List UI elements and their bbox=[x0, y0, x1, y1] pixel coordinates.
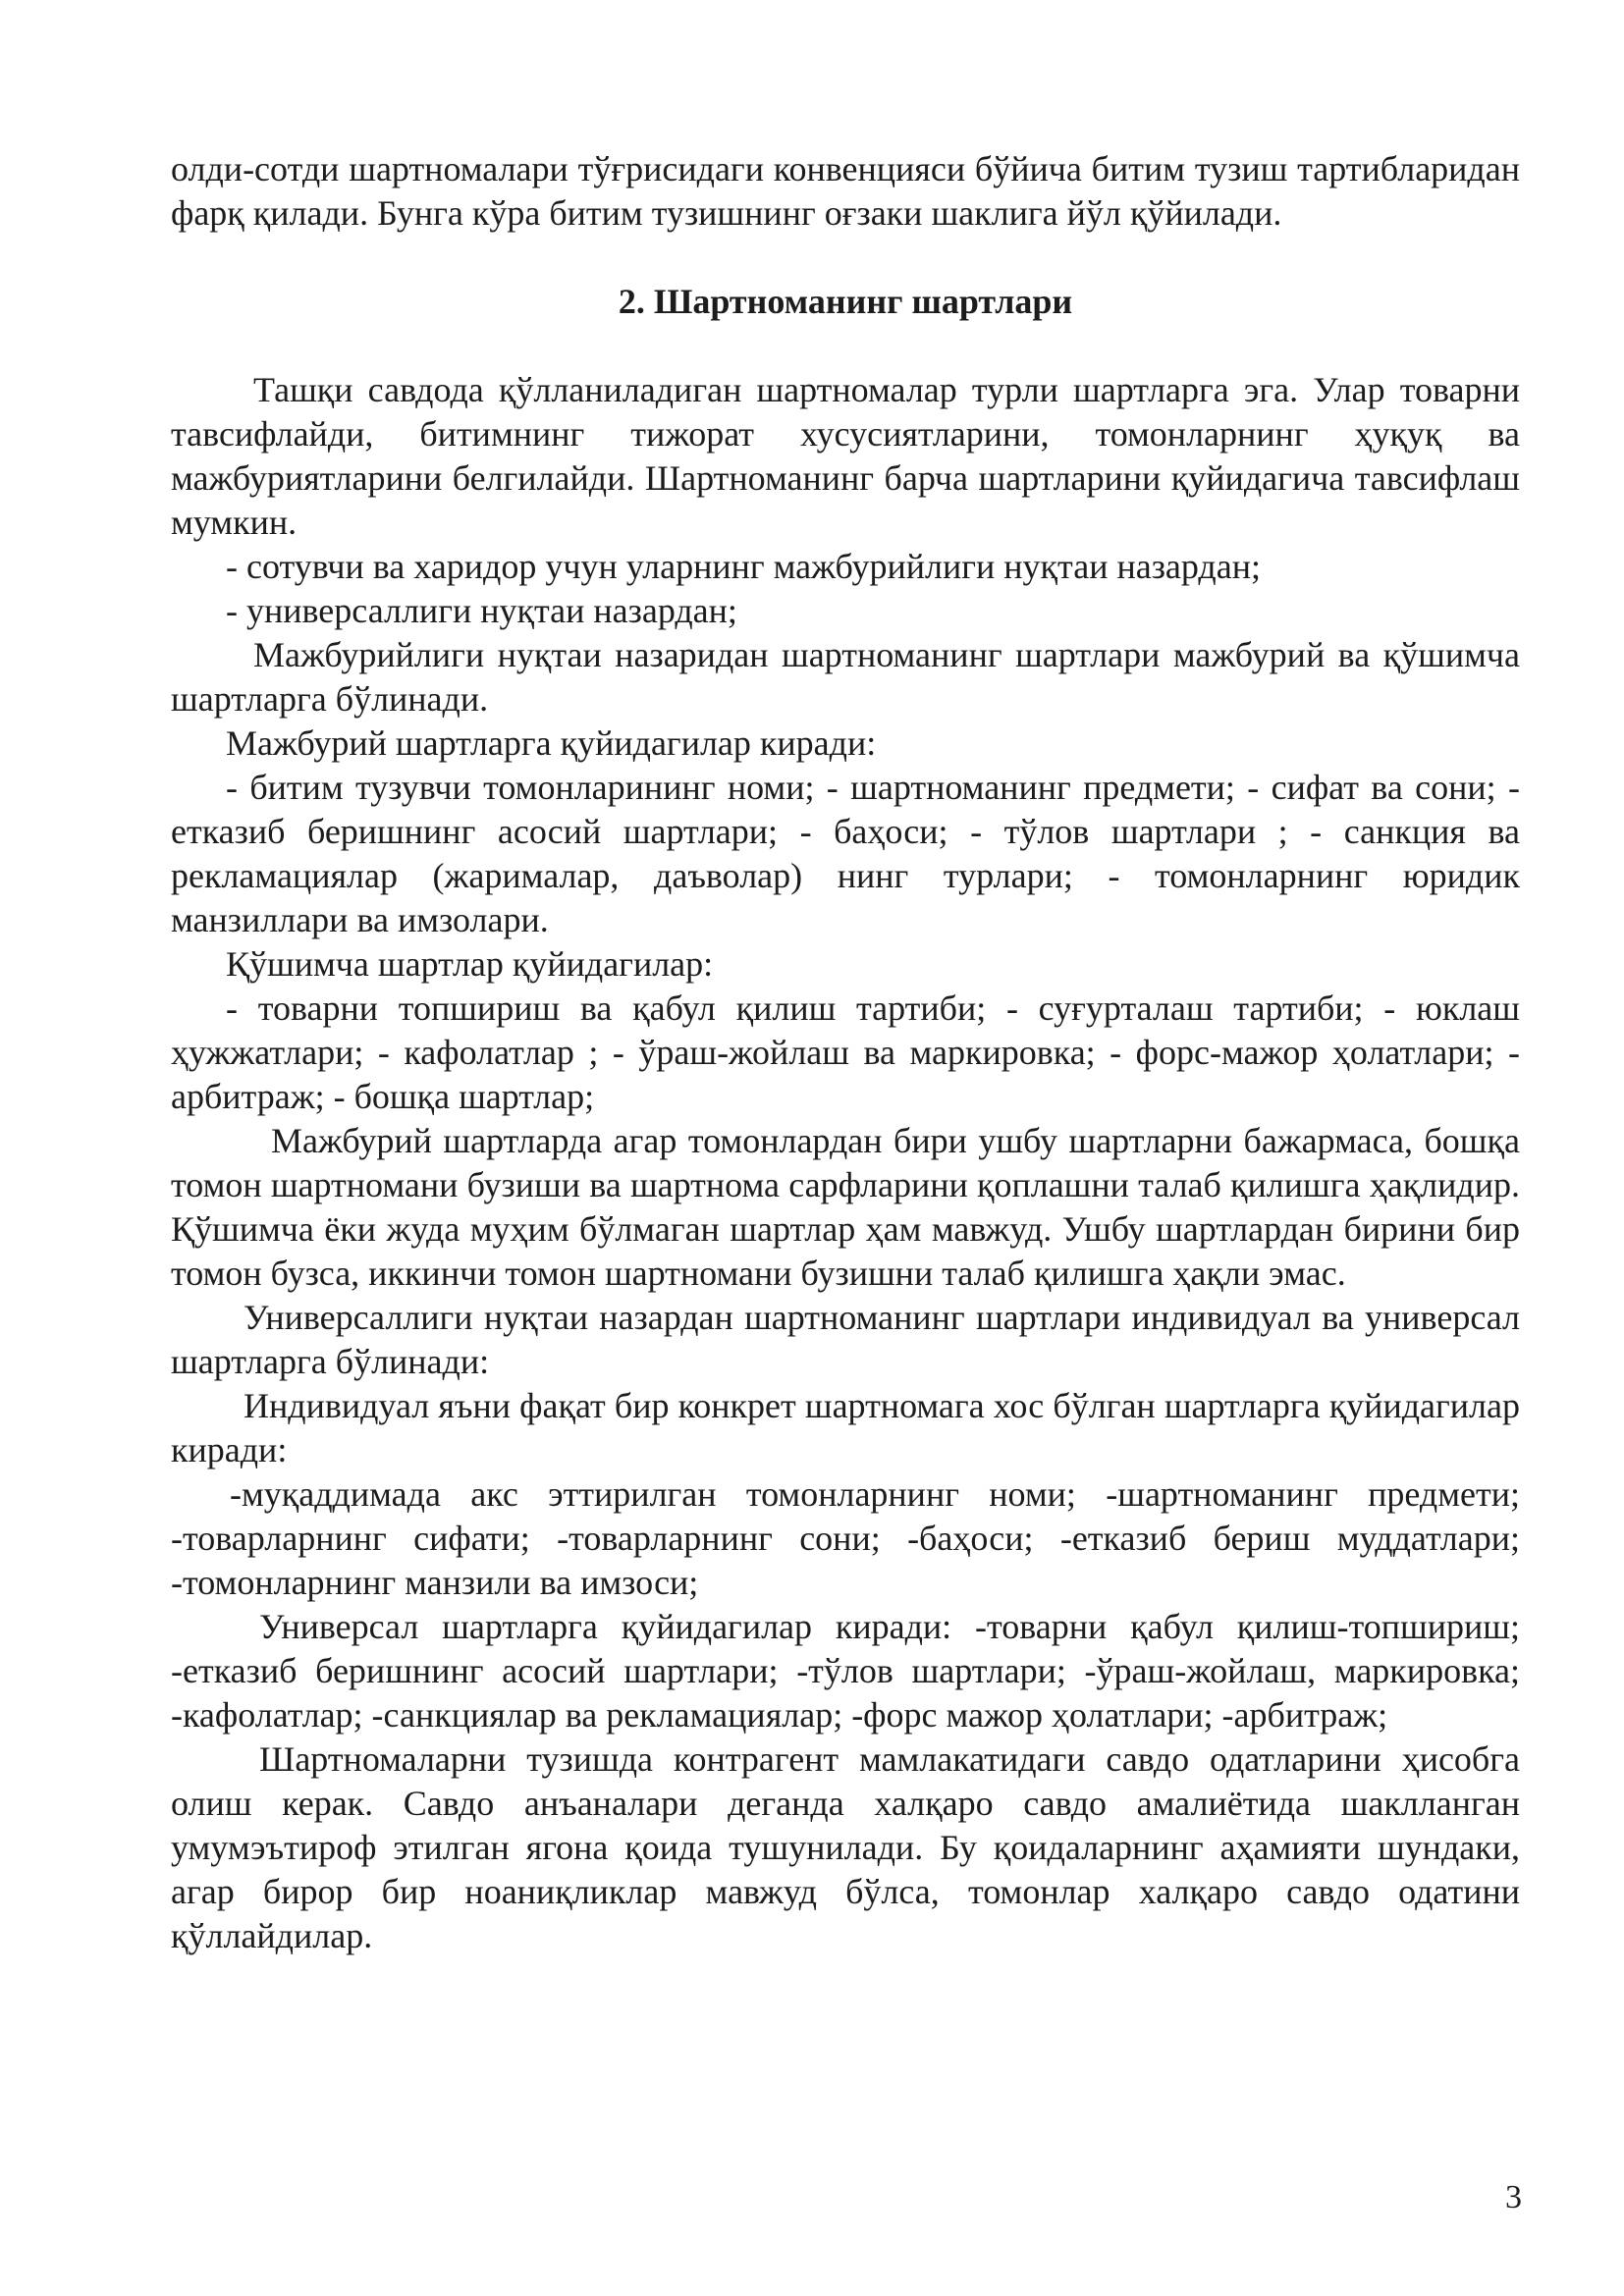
paragraph-additional-intro: Қўшимча шартлар қуйидагилар: bbox=[226, 944, 714, 984]
list-item-universality-view: - универсаллиги нуқтаи назардан; bbox=[226, 591, 737, 630]
page-number: 3 bbox=[1505, 2179, 1522, 2216]
paragraph-obligatory-intro: Мажбурий шартларга қуйидагилар киради: bbox=[226, 723, 877, 763]
paragraph-conditions-overview: Ташқи савдода қўлланиладиган шартномалар турли шартларга эга. Улар товарни тавсифлайди, битимнинг тижорат хусусиятларини, томонларнинг ҳуқуқ ва мажбуриятларини белгилайди. Шартноманинг барча шартларини қуйидагича тавсифлаш мумкин. bbox=[171, 370, 1520, 542]
paragraph-obligatory-split: Мажбурийлиги нуқтаи назаридан шартноманинг шартлари мажбурий ва қўшимча шартларга бўлинади. bbox=[171, 635, 1520, 719]
list-item-obligatory-view: - сотувчи ва харидор учун уларнинг мажбурийлиги нуқтаи назардан; bbox=[226, 547, 1261, 586]
paragraph-obligatory-list: - битим тузувчи томонларининг номи; - шартноманинг предмети; - сифат ва сони; - етказиб беришнинг асосий шартлари; - баҳоси; - тўлов шартлари ; - санкция ва рекламациялар (жарималар, даъволар) нинг турлари; - томонларнинг юридик манзиллари ва имзолари. bbox=[171, 768, 1520, 939]
section-title: 2. Шартноманинг шартлари bbox=[618, 282, 1073, 321]
paragraph-trade-customs: Шартномаларни тузишда контрагент мамлакатидаги савдо одатларини ҳисобга олиш керак. Савдо анъаналари деганда халқаро савдо амалиётида шаклланган умумэътироф этилган ягона қоида тушунилади. Бу қоидаларнинг аҳамияти шундаки, агар бирор бир ноаниқликлар мавжуд бўлса, томонлар халқаро савдо одатини қўллайдилар. bbox=[171, 1739, 1520, 1955]
paragraph-universality: Универсаллиги нуқтаи назардан шартноманинг шартлари индивидуал ва универсал шартларга бўлинади: bbox=[171, 1298, 1520, 1381]
paragraph-breach: Мажбурий шартларда агар томонлардан бири ушбу шартларни бажармаса, бошқа томон шартномани бузиши ва шартнома сарфларини қоплашни талаб қилишга ҳақлидир. Қўшимча ёки жуда муҳим бўлмаган шартлар ҳам мавжуд. Ушбу шартлардан бирини бир томон бузса, иккинчи томон шартномани бузишни талаб қилишга ҳақли эмас. bbox=[171, 1121, 1520, 1293]
paragraph-universal-list: Универсал шартларга қуйидагилар киради: -товарни қабул қилиш-топшириш; -етказиб беришнинг асосий шартлари; -тўлов шартлари; -ўраш-жойлаш, маркировка; -кафолатлар; -санкциялар ва рекламациялар; -форс мажор ҳолатлари; -арбитраж; bbox=[171, 1607, 1520, 1735]
document-body bbox=[171, 147, 1520, 1958]
intro-paragraph: олди-сотди шартномалари тўғрисидаги конвенцияси бўйича битим тузиш тартибларидан фарқ қилади. Бунга кўра битим тузишнинг оғзаки шаклига йўл қўйилади. bbox=[171, 149, 1520, 233]
paragraph-individual-intro: Индивидуал яъни фақат бир конкрет шартномага хос бўлган шартларга қуйидагилар киради: bbox=[171, 1386, 1520, 1469]
paragraph-additional-list: - товарни топшириш ва қабул қилиш тартиби; - суғурталаш тартиби; - юклаш ҳужжатлари; - кафолатлар ; - ўраш-жойлаш ва маркировка; - форс-мажор ҳолатлари; - арбитраж; - бошқа шартлар; bbox=[171, 988, 1520, 1116]
paragraph-individual-list: -муқаддимада акс эттирилган томонларнинг номи; -шартноманинг предмети; -товарларнинг сифати; -товарларнинг сони; -баҳоси; -етказиб бериш муддатлари; -томонларнинг манзили ва имзоси; bbox=[171, 1474, 1520, 1602]
